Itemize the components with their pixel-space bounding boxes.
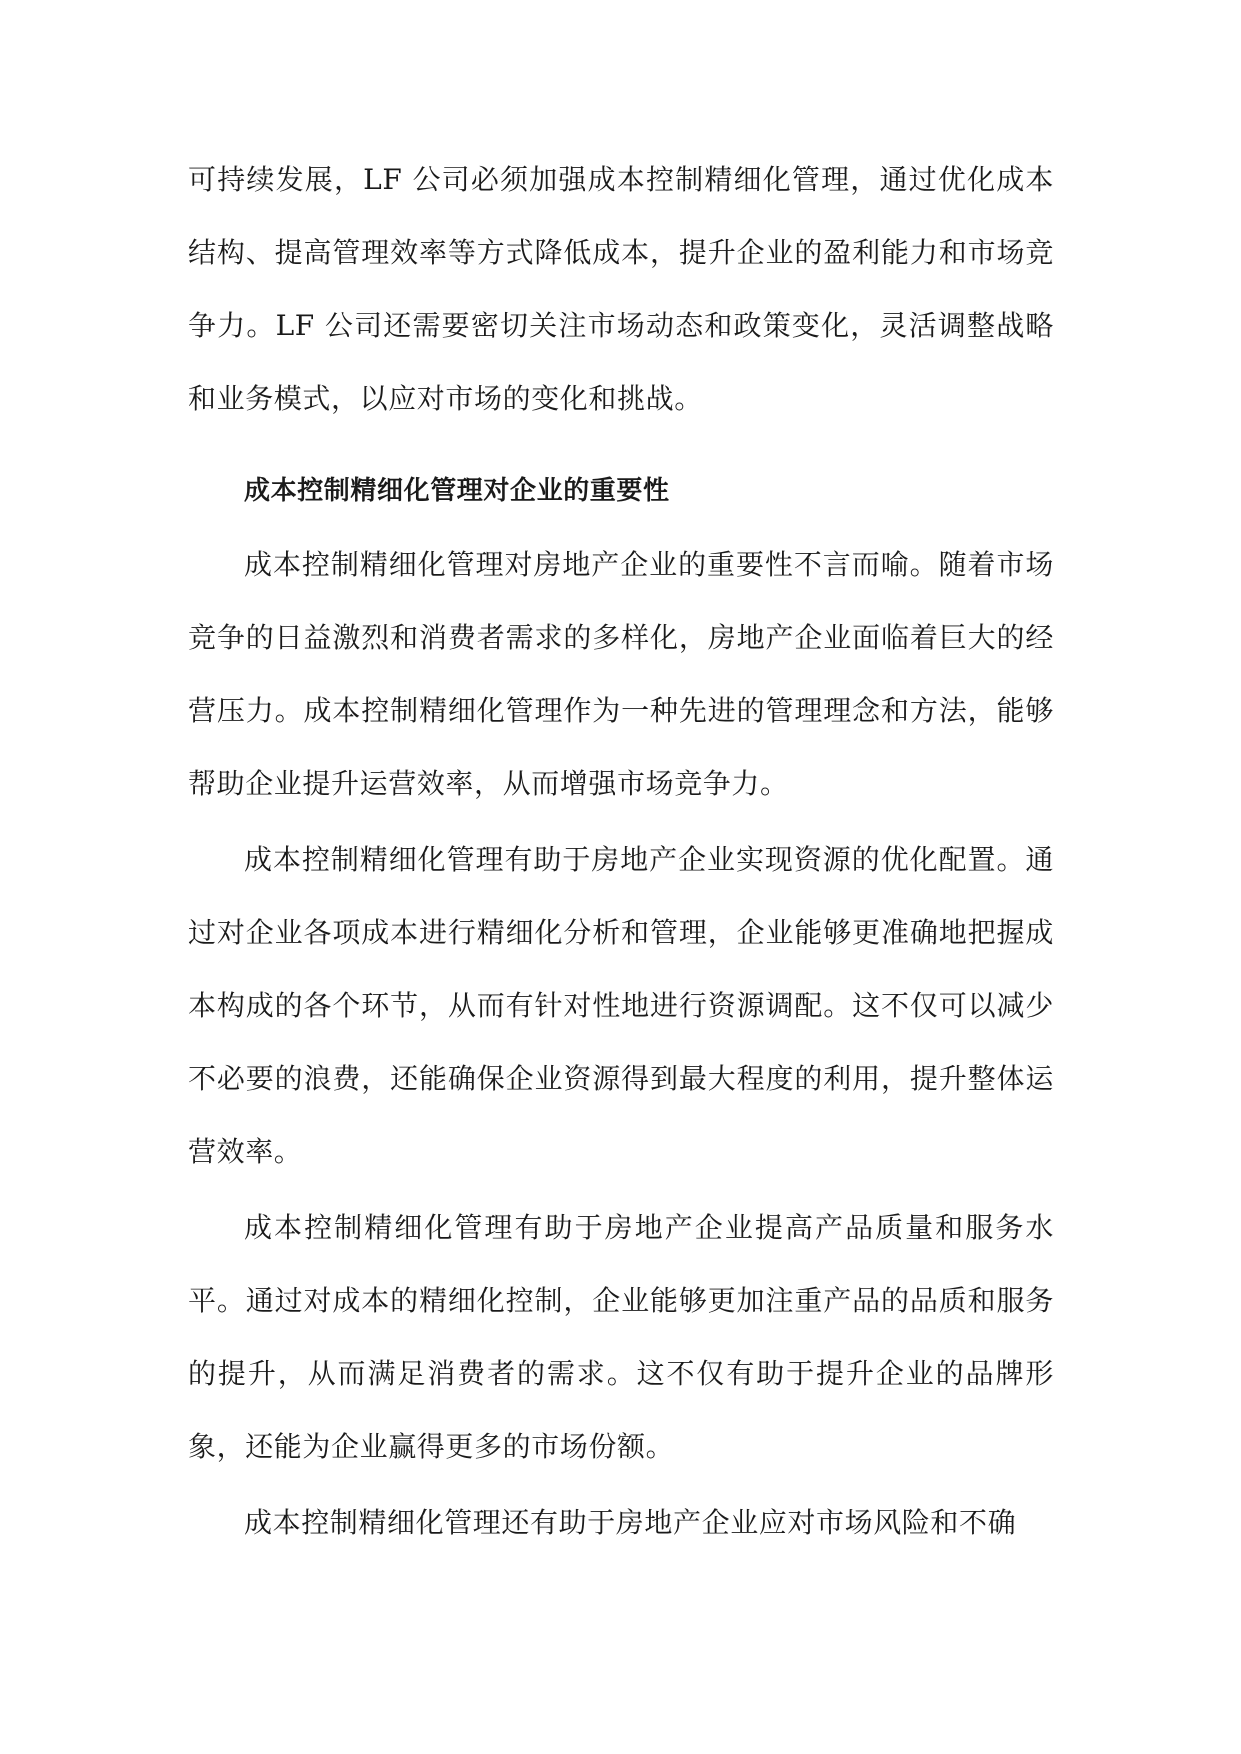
paragraph-importance: 成本控制精细化管理对房地产企业的重要性不言而喻。随着市场竞争的日益激烈和消费者需求的多样化，房地产企业面临着巨大的经营压力。成本控制精细化管理作为一种先进的管理理念和方法，能够帮助企业提升运营效率，从而增强市场竞争力。 bbox=[188, 548, 1054, 800]
paragraph-quality-service: 成本控制精细化管理有助于房地产企业提高产品质量和服务水平。通过对成本的精细化控制，企业能够更加注重产品的品质和服务的提升，从而满足消费者的需求。这不仅有助于提升企业的品牌形象，还能为企业赢得更多的市场份额。 bbox=[188, 1211, 1054, 1463]
paragraph-continuation: 可持续发展，LF 公司必须加强成本控制精细化管理，通过优化成本结构、提高管理效率等方式降低成本，提升企业的盈利能力和市场竞争力。LF 公司还需要密切关注市场动态和政策变化，灵活调整战略和业务模式，以应对市场的变化和挑战。 bbox=[188, 163, 1054, 415]
section-heading: 成本控制精细化管理对企业的重要性 bbox=[244, 476, 670, 506]
document-body bbox=[188, 143, 1054, 1559]
paragraph-market-risk: 成本控制精细化管理还有助于房地产企业应对市场风险和不确 bbox=[244, 1506, 1017, 1539]
paragraph-resource-allocation: 成本控制精细化管理有助于房地产企业实现资源的优化配置。通过对企业各项成本进行精细化分析和管理，企业能够更准确地把握成本构成的各个环节，从而有针对性地进行资源调配。这不仅可以减少不必要的浪费，还能确保企业资源得到最大程度的利用，提升整体运营效率。 bbox=[188, 843, 1054, 1168]
